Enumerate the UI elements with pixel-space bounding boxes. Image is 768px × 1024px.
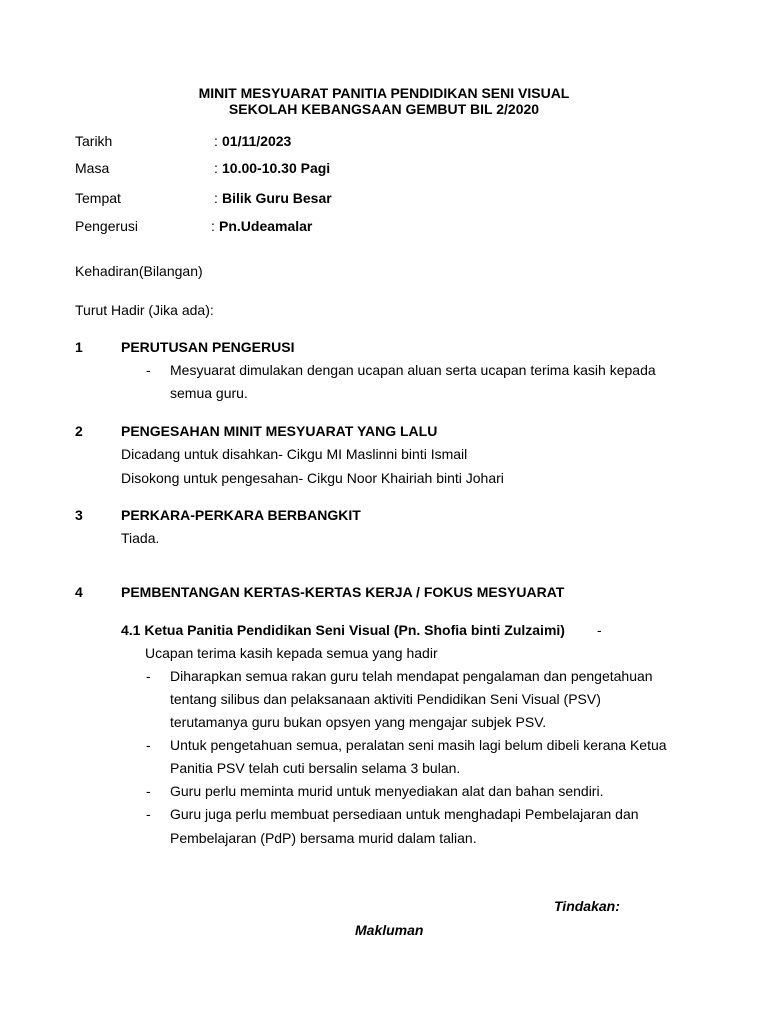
bullet-2-line2: Panitia PSV telah cuti bersalin selama 3 bulan. [170, 760, 461, 776]
tempat-value: Bilik Guru Besar [222, 190, 332, 206]
pengerusi-colon: : [211, 218, 215, 234]
section-3-number: 3 [75, 507, 83, 523]
section-4-1-dash: - [597, 622, 602, 638]
bullet-3-dash: - [146, 783, 151, 799]
makluman-label: Makluman [355, 922, 424, 938]
masa-label: Masa [75, 160, 110, 176]
section-4-title: PEMBENTANGAN KERTAS-KERTAS KERJA / FOKUS MESYUARAT [121, 584, 565, 600]
section-3-title: PERKARA-PERKARA BERBANGKIT [121, 507, 361, 523]
section-2-text-line1: Dicadang untuk disahkan- Cikgu MI Maslinni binti Ismail [121, 446, 468, 462]
bullet-2-dash: - [146, 737, 151, 753]
section-1-title: PERUTUSAN PENGERUSI [121, 339, 295, 355]
tempat-colon: : [214, 190, 218, 206]
bullet-4-line2: Pembelajaran (PdP) bersama murid dalam talian. [170, 830, 477, 846]
bullet-4-line1: Guru juga perlu membuat persediaan untuk menghadapi Pembelajaran dan [170, 806, 639, 822]
turut-hadir-label: Turut Hadir (Jika ada): [75, 302, 214, 318]
section-3-text-line1: Tiada. [121, 530, 160, 546]
section-1-number: 1 [75, 339, 83, 355]
bullet-1-line1: Diharapkan semua rakan guru telah mendapat pengalaman dan pengetahuan [170, 668, 653, 684]
section-2-number: 2 [75, 423, 83, 439]
section-4-1-intro: Ucapan terima kasih kepada semua yang hadir [145, 645, 438, 661]
tindakan-label: Tindakan: [554, 898, 620, 914]
kehadiran-label: Kehadiran(Bilangan) [75, 263, 203, 279]
tarikh-value: 01/11/2023 [222, 133, 292, 149]
document-title-line2: SEKOLAH KEBANGSAAN GEMBUT BIL 2/2020 [228, 101, 540, 117]
pengerusi-label: Pengerusi [75, 218, 139, 234]
bullet-1-line3: terutamanya guru bukan opsyen yang mengajar subjek PSV. [170, 714, 547, 730]
section-4-1-title: 4.1 Ketua Panitia Pendidikan Seni Visual (Pn. Shofia binti Zulzaimi) [121, 622, 565, 638]
pengerusi-value: Pn.Udeamalar [219, 218, 313, 234]
masa-value: 10.00-10.30 Pagi [222, 160, 331, 176]
section-1-text-line2: semua guru. [170, 385, 248, 401]
bullet-1-line2: tentang silibus dan pelaksanaan aktiviti Pendidikan Seni Visual (PSV) [170, 691, 601, 707]
bullet-4-dash: - [146, 806, 151, 822]
tarikh-label: Tarikh [75, 133, 113, 149]
section-2-title: PENGESAHAN MINIT MESYUARAT YANG LALU [121, 423, 438, 439]
document-title-line1: MINIT MESYUARAT PANITIA PENDIDIKAN SENI VISUAL [198, 85, 570, 101]
section-1-text-line1: Mesyuarat dimulakan dengan ucapan aluan serta ucapan terima kasih kepada [170, 362, 656, 378]
bullet-2-line1: Untuk pengetahuan semua, peralatan seni masih lagi belum dibeli kerana Ketua [170, 737, 667, 753]
section-4-number: 4 [75, 584, 83, 600]
section-2-text-line2: Disokong untuk pengesahan- Cikgu Noor Khairiah binti Johari [121, 470, 504, 486]
section-1-bullet: - [146, 362, 151, 378]
bullet-3-line1: Guru perlu meminta murid untuk menyediakan alat dan bahan sendiri. [170, 783, 604, 799]
masa-colon: : [214, 160, 218, 176]
tarikh-colon: : [214, 133, 218, 149]
tempat-label: Tempat [75, 190, 121, 206]
bullet-1-dash: - [146, 668, 151, 684]
